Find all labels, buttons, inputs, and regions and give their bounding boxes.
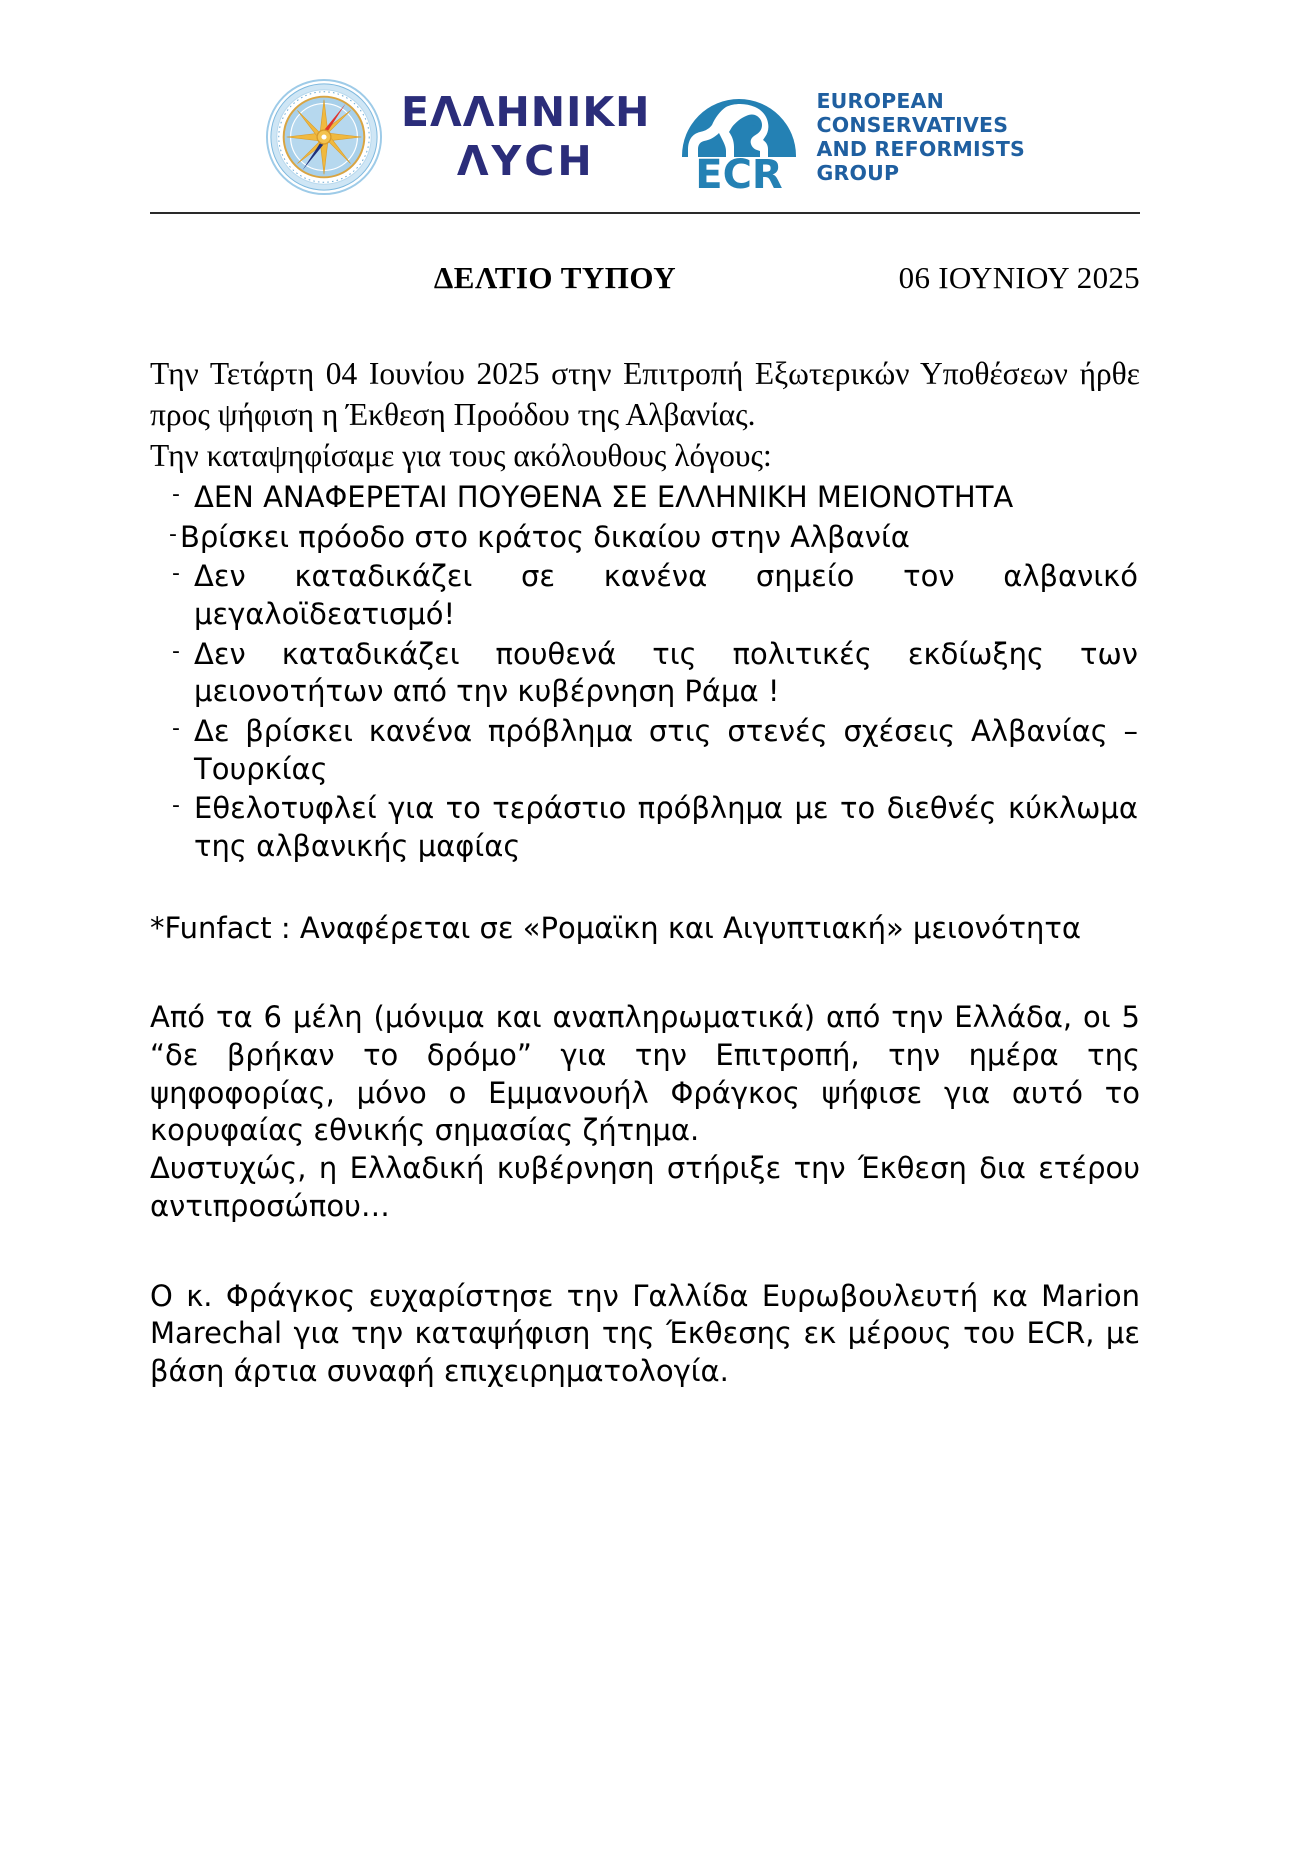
thanks-paragraph: Ο κ. Φράγκος ευχαρίστησε την Γαλλίδα Ευρωβουλευτή κα Marion Marechal για την καταψήφιση της Έκθεσης εκ μέρους του ECR, με βάση άρτια συναφή επιχειρηματολογία.: [150, 1278, 1140, 1388]
party-wordmark: [401, 88, 651, 185]
ecr-lion-icon: [674, 85, 804, 189]
list-item-label: ΔΕΝ ΑΝΑΦΕΡΕΤΑΙ ΠΟΥΘΕΝΑ ΣΕ ΕΛΛΗΝΙΚΗ ΜΕΙΟΝΟΤΗΤΑ: [194, 479, 1014, 514]
bullet-dash-icon: -: [169, 521, 177, 547]
party-wordmark-line1: ΕΛΛΗΝΙΚΗ: [401, 88, 651, 136]
intro-paragraph-2: Την καταψηφίσαμε για τους ακόλουθους λόγους:: [150, 437, 772, 473]
spacer: [150, 866, 1140, 910]
bullet-dash-icon: -: [172, 481, 180, 507]
spacer: [150, 1226, 1140, 1278]
ecr-line-4: GROUP: [816, 161, 900, 186]
bullet-dash-icon: -: [172, 715, 180, 741]
compass-logo-icon: [265, 78, 383, 196]
ecr-abbrev-text: ECR: [695, 152, 784, 189]
bullet-dash-icon: -: [172, 638, 180, 664]
ecr-logo: [674, 85, 1025, 189]
intro-paragraph: Την Τετάρτη 04 Ιουνίου 2025 στην Επιτροπή Εξωτερικών Υποθέσεων ήρθε προς ψήφιση η Έκθεση Προόδου της Αλβανίας.: [150, 356, 1140, 432]
page-title: ΔΕΛΤΙΟ ΤΥΠΟΥ: [433, 260, 677, 295]
government-paragraph: Δυστυχώς, η Ελλαδική κυβέρνηση στήριξε την Έκθεση δια ετέρου αντιπροσώπου…: [150, 1151, 1140, 1223]
list-item: [150, 713, 1140, 788]
ecr-name-text: [816, 89, 1025, 186]
list-item: [150, 636, 1140, 711]
list-item: [150, 790, 1140, 865]
members-paragraph: Από τα 6 μέλη (μόνιμα και αναπληρωματικά) από την Ελλάδα, οι 5 “δε βρήκαν το δρόμο” για την Επιτροπή, την ημέρα της ψηφοφορίας, μόνο ο Εμμανουήλ Φράγκος ψήφισε για αυτό το κορυφαίας εθνικής σημασίας ζήτημα.: [150, 1000, 1140, 1148]
reasons-list: [150, 479, 1140, 866]
list-item-label: Δεν καταδικάζει σε κανένα σημείο τον αλβανικό μεγαλοϊδεατισμό!: [194, 559, 1138, 631]
ecr-line-3: AND REFORMISTS: [816, 137, 1025, 161]
ecr-line-2: CONSERVATIVES: [816, 112, 1009, 137]
list-item-label: Δε βρίσκει κανένα πρόβλημα στις στενές σχέσεις Αλβανίας – Τουρκίας: [194, 713, 1138, 786]
list-item-label: Δεν καταδικάζει πουθενά τις πολιτικές εκδίωξης των μειονοτήτων από την κυβέρνηση Ράμα !: [194, 636, 1138, 709]
document-header: [0, 0, 1290, 196]
list-item: [150, 558, 1140, 633]
spacer: [150, 947, 1140, 999]
bullet-dash-icon: -: [172, 561, 180, 587]
list-item: [150, 519, 1140, 557]
bullet-dash-icon: -: [172, 793, 180, 819]
document-body: [0, 260, 1290, 1391]
list-item-label: Εθελοτυφλεί για το τεράστιο πρόβλημα με το διεθνές κύκλωμα της αλβανικής μαφίας: [194, 791, 1138, 863]
ecr-line-1: EUROPEAN: [816, 88, 944, 113]
party-wordmark-line2: ΛΥCΗ: [456, 137, 595, 185]
document-date: 06 ΙΟΥΝΙΟΥ 2025: [898, 260, 1140, 295]
header-divider: [150, 212, 1140, 214]
logo-row: [265, 78, 1025, 196]
funfact-paragraph: *Funfact : Αναφέρεται σε «Ρομαϊκη και Αιγυπτιακή» μειονότητα: [150, 910, 1081, 945]
list-item-label: Βρίσκει πρόοδο στο κράτος δικαίου στην Αλβανία: [180, 519, 910, 554]
list-item: [150, 479, 1140, 517]
